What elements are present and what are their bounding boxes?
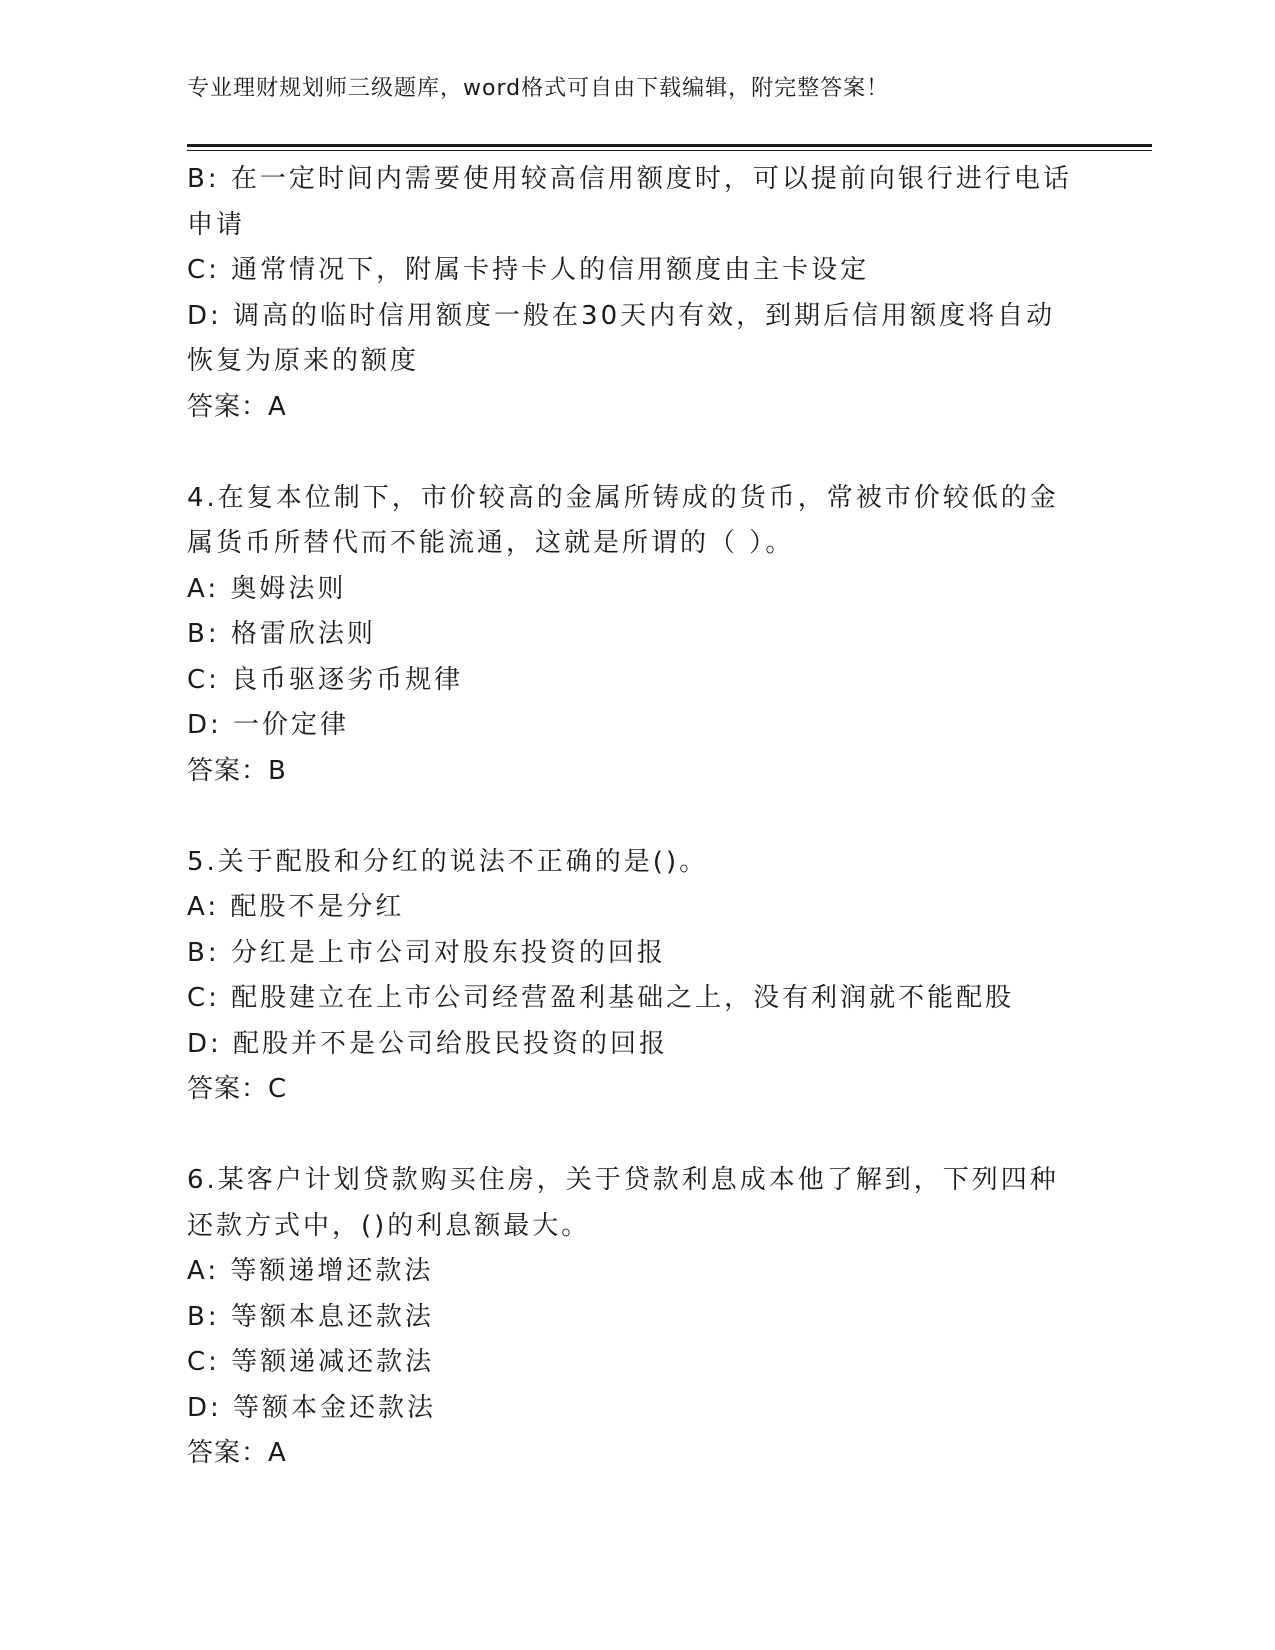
answer-line: 答案：A	[187, 391, 287, 422]
block-spacer	[187, 430, 1087, 476]
option-line: A: 奥姆法则	[187, 573, 347, 604]
option-line: D: 配股并不是公司给股民投资的回报	[187, 1028, 669, 1059]
question-content	[187, 157, 1087, 1477]
option-line: A: 配股不是分红	[187, 892, 405, 922]
question-block-5	[187, 840, 1087, 1113]
answer-line: 答案：C	[187, 1074, 288, 1104]
option-line: B: 等额本息还款法	[187, 1301, 434, 1332]
option-line: 恢复为原来的额度	[187, 346, 420, 376]
question-stem-line: 6.某客户计划贷款购买住房，关于贷款利息成本他了解到，下列四种	[187, 1165, 1059, 1195]
option-line: D: 等额本金还款法	[187, 1392, 437, 1423]
option-line: C: 良币驱逐劣币规律	[187, 664, 464, 695]
question-stem-line: 还款方式中，()的利息额最大。	[187, 1210, 591, 1241]
option-line: C: 通常情况下，附属卡持卡人的信用额度由主卡设定	[187, 255, 870, 285]
answer-line: 答案：A	[187, 1438, 287, 1468]
question-block-3-tail	[187, 157, 1087, 430]
option-line: B: 格雷欣法则	[187, 619, 376, 649]
option-line: B: 分红是上市公司对股东投资的回报	[187, 937, 666, 968]
option-line: C: 配股建立在上市公司经营盈利基础之上，没有利润就不能配股	[187, 983, 1015, 1013]
option-line: B: 在一定时间内需要使用较高信用额度时，可以提前向银行进行电话	[187, 164, 1072, 194]
question-block-6	[187, 1158, 1087, 1477]
option-line: 申请	[187, 209, 246, 240]
option-line: A: 等额递增还款法	[187, 1256, 434, 1286]
question-stem-line: 5.关于配股和分红的说法不正确的是()。	[187, 846, 709, 877]
question-stem-line: 属货币所替代而不能流通，这就是所谓的（ ）。	[187, 528, 795, 558]
option-line: D: 一价定律	[187, 710, 350, 740]
question-stem-line: 4.在复本位制下，市价较高的金属所铸成的货币，常被市价较低的金	[187, 482, 1059, 513]
block-spacer	[187, 794, 1087, 840]
block-spacer	[187, 1113, 1087, 1159]
question-block-4	[187, 476, 1087, 795]
option-line: C: 等额递减还款法	[187, 1347, 435, 1377]
option-line: D: 调高的临时信用额度一般在30天内有效，到期后信用额度将自动	[187, 300, 1056, 331]
page-header-text: 专业理财规划师三级题库，word格式可自由下载编辑，附完整答案！	[187, 76, 890, 101]
header-rule-thick	[187, 144, 1152, 147]
answer-line: 答案：B	[187, 755, 287, 786]
header-rule-thin	[187, 150, 1152, 151]
